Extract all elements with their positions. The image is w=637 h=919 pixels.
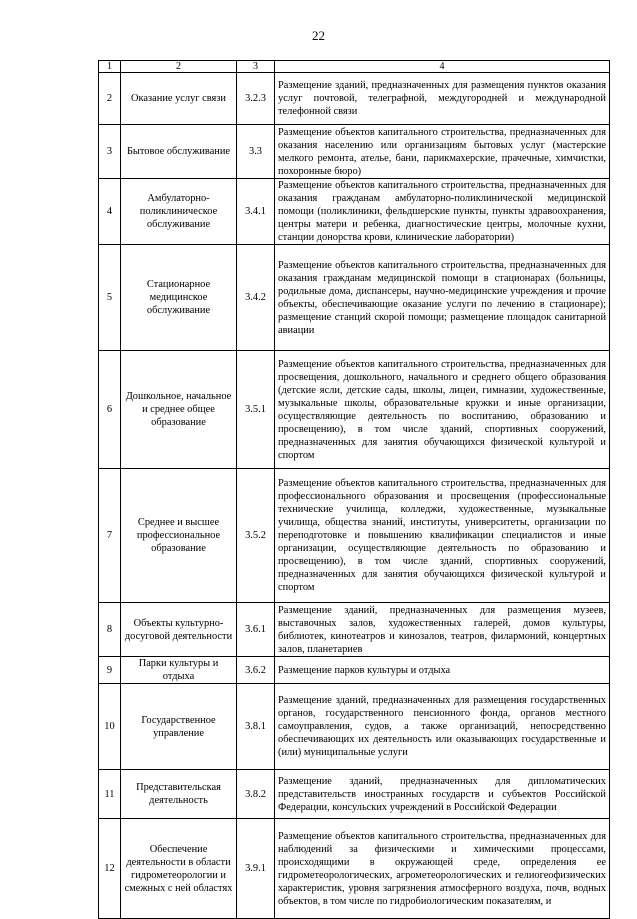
use-code: 3.9.1 [237, 819, 275, 919]
use-code: 3.6.2 [237, 657, 275, 684]
use-type-name: Парки культуры и отдыха [121, 657, 237, 684]
use-description: Размещение объектов капитального строительства, предназначенных для профессионального образования и просвещения (профессиональные технические училища, колледжи, художественные, музыкальные училища, общества знаний, институты, университеты, организации по переподготовке и повышению квалификации специалистов и иные организации, осуществляющие деятельность по образованию и просвещению), в том числе зданий, спортивных сооружений, предназначенных для занятия обучающихся физической культурой и спортом [275, 469, 610, 603]
use-code: 3.8.2 [237, 770, 275, 819]
use-type-name: Бытовое обслуживание [121, 125, 237, 179]
use-code: 3.4.1 [237, 179, 275, 245]
use-code: 3.4.2 [237, 245, 275, 351]
table-row [99, 179, 610, 245]
row-number: 5 [99, 245, 121, 351]
use-type-name: Представительская деятельность [121, 770, 237, 819]
table-row [99, 770, 610, 819]
use-code: 3.5.2 [237, 469, 275, 603]
use-description: Размещение парков культуры и отдыха [275, 657, 610, 684]
table-row [99, 73, 610, 125]
use-type-name: Амбулаторно-поликлиническое обслуживание [121, 179, 237, 245]
row-number: 4 [99, 179, 121, 245]
table-row [99, 684, 610, 770]
use-description: Размещение зданий, предназначенных для размещения музеев, выставочных залов, художественных галерей, домов культуры, библиотек, кинотеатров и кинозалов, театров, филармоний, концертных залов, планетариев [275, 603, 610, 657]
use-description: Размещение объектов капитального строительства, предназначенных для наблюдений за физическими и химическими процессами, происходящими в окружающей среде, определения ее гидрометеорологических, агрометеорологических и гелиогеофизических характеристик, уровня загрязнения атмосферного воздуха, почв, водных объектов, в том числе по гидробиологическим показателям, и [275, 819, 610, 919]
use-type-name: Стационарное медицинское обслуживание [121, 245, 237, 351]
table-row [99, 125, 610, 179]
use-code: 3.8.1 [237, 684, 275, 770]
row-number: 11 [99, 770, 121, 819]
row-number: 9 [99, 657, 121, 684]
use-type-name: Государственное управление [121, 684, 237, 770]
use-type-name: Оказание услуг связи [121, 73, 237, 125]
use-description: Размещение зданий, предназначенных для размещения пунктов оказания услуг почтовой, телеграфной, междугородней и международной телефонной связи [275, 73, 610, 125]
use-type-name: Обеспечение деятельности в области гидрометеорологии и смежных с ней областях [121, 819, 237, 919]
row-number: 3 [99, 125, 121, 179]
row-number: 8 [99, 603, 121, 657]
page-number: 22 [312, 28, 325, 43]
use-type-name: Дошкольное, начальное и среднее общее образование [121, 351, 237, 469]
land-use-table [98, 60, 610, 919]
use-description: Размещение объектов капитального строительства, предназначенных для просвещения, дошкольного, начального и среднего общего образования (детские ясли, детские сады, школы, лицеи, гимназии, художественные, музыкальные школы, образовательные кружки и иные организации, осуществляющие деятельность по воспитанию, образованию и просвещению), в том числе зданий, спортивных сооружений, предназначенных для занятия обучающихся физической культурой и спортом [275, 351, 610, 469]
use-code: 3.6.1 [237, 603, 275, 657]
row-number: 12 [99, 819, 121, 919]
use-description: Размещение зданий, предназначенных для дипломатических представительств иностранных государств и субъектов Российской Федерации, консульских учреждений в Российской Федерации [275, 770, 610, 819]
header-cell-4: 4 [275, 61, 610, 73]
row-number: 6 [99, 351, 121, 469]
use-description: Размещение объектов капитального строительства, предназначенных для оказания гражданам медицинской помощи в стационарах (больницы, родильные дома, диспансеры, научно-медицинские учреждения и прочие объекты, обеспечивающие оказание услуги по лечению в стационаре); размещение станций скорой помощи; размещение площадок санитарной авиации [275, 245, 610, 351]
use-code: 3.3 [237, 125, 275, 179]
table-row [99, 245, 610, 351]
use-description: Размещение объектов капитального строительства, предназначенных для оказания гражданам амбулаторно-поликлинической медицинской помощи (поликлиники, фельдшерские пункты, пункты здравоохранения, центры матери и ребенка, диагностические центры, молочные кухни, станции донорства крови, клинические лаборатории) [275, 179, 610, 245]
table-row [99, 351, 610, 469]
table-row [99, 819, 610, 919]
header-cell-2: 2 [121, 61, 237, 73]
row-number: 10 [99, 684, 121, 770]
use-description: Размещение зданий, предназначенных для размещения государственных органов, государственного пенсионного фонда, органов местного самоуправления, судов, а также организаций, непосредственно обеспечивающих их деятельность или оказывающих государственные и (или) муниципальные услуги [275, 684, 610, 770]
row-number: 7 [99, 469, 121, 603]
use-type-name: Среднее и высшее профессиональное образование [121, 469, 237, 603]
row-number: 2 [99, 73, 121, 125]
table-row [99, 657, 610, 684]
header-row [99, 61, 610, 73]
header-cell-1: 1 [99, 61, 121, 73]
use-code: 3.5.1 [237, 351, 275, 469]
use-type-name: Объекты культурно-досуговой деятельности [121, 603, 237, 657]
use-code: 3.2.3 [237, 73, 275, 125]
use-description: Размещение объектов капитального строительства, предназначенных для оказания населению или организациям бытовых услуг (мастерские мелкого ремонта, ателье, бани, парикмахерские, прачечные, химчистки, похоронные бюро) [275, 125, 610, 179]
header-cell-3: 3 [237, 61, 275, 73]
table-row [99, 469, 610, 603]
table-row [99, 603, 610, 657]
